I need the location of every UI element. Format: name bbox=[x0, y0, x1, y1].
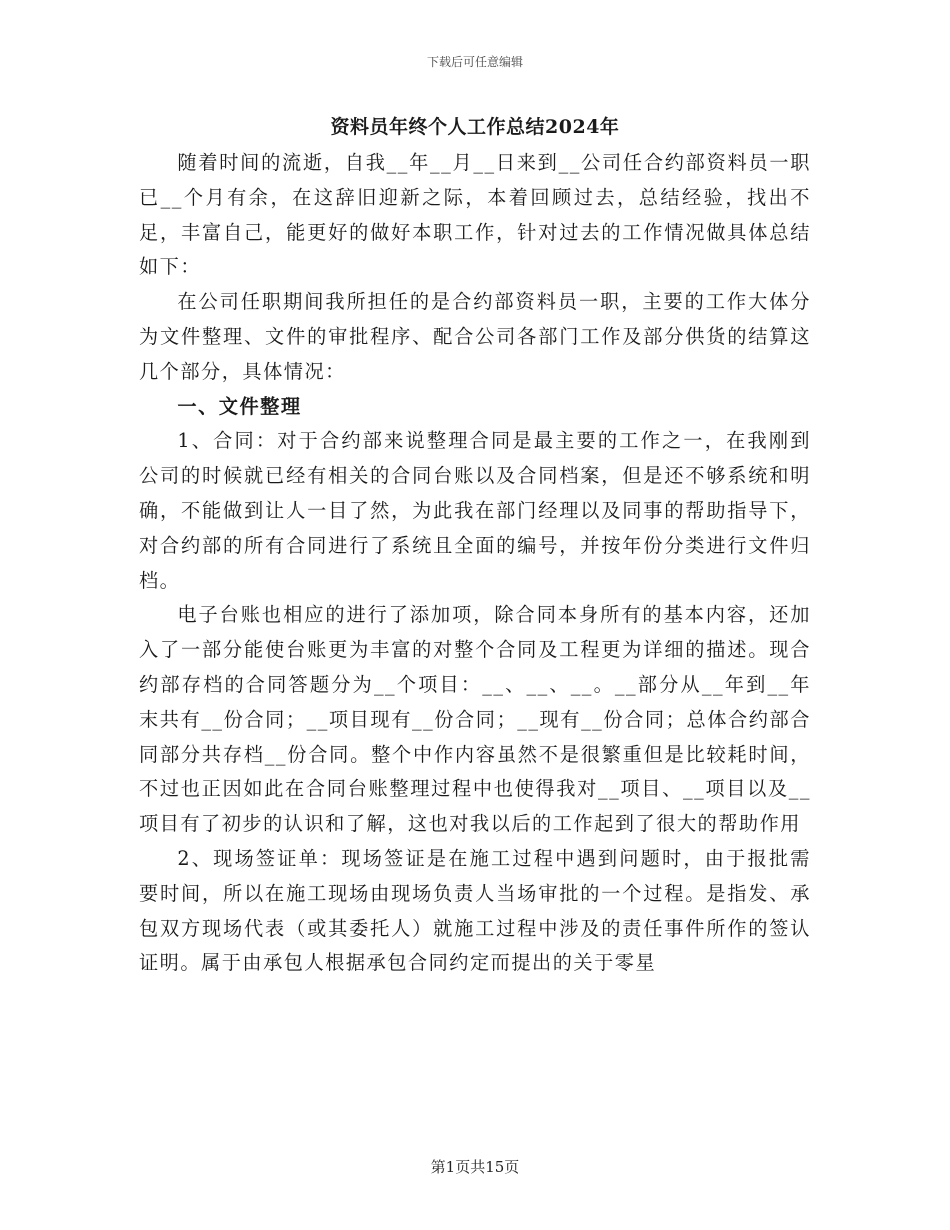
section-heading-file-organization: 一、文件整理 bbox=[177, 394, 302, 418]
paragraph-site-visa: 2、现场签证单：现场签证是在施工过程中遇到问题时，由于报批需要时间，所以在施工现场由现场负责人当场审批的一个过程。是指发、承包双方现场代表（或其委托人）就施工过程中涉及的责任事件所作的签认证明。属于由承包人根据承包合同约定而提出的关于零星 bbox=[139, 846, 811, 975]
page-footer-page-number: 第1页共15页 bbox=[430, 1158, 520, 1176]
page-header-note: 下载后可任意编辑 bbox=[426, 55, 523, 69]
paragraph-intro: 随着时间的流逝，自我__年__月__日来到__公司任合约部资料员一职已__个月有余，在这辞旧迎新之际，本着回顾过去，总结经验，找出不足，丰富自己，能更好的做好本职工作，针对过去的工作情况做具体总结如下： bbox=[139, 151, 811, 279]
paragraph-contracts: 1、合同：对于合约部来说整理合同是最主要的工作之一，在我刚到公司的时候就已经有相关的合同台账以及合同档案，但是还不够系统和明确，不能做到让人一目了然，为此我在部门经理以及同事的帮助指导下，对合约部的所有合同进行了系统且全面的编号，并按年份分类进行文件归档。 bbox=[139, 429, 811, 592]
document-body bbox=[139, 146, 811, 981]
document-title: 资料员年终个人工作总结2024年 bbox=[330, 116, 620, 138]
paragraph-duties: 在公司任职期间我所担任的是合约部资料员一职，主要的工作大体分为文件整理、文件的审批程序、配合公司各部门工作及部分供货的结算这几个部分，具体情况： bbox=[139, 290, 811, 383]
paragraph-electronic-ledger: 电子台账也相应的进行了添加项，除合同本身所有的基本内容，还加入了一部分能使台账更为丰富的对整个合同及工程更为详细的描述。现合约部存档的合同答题分为__个项目：__、__、__。__部分从__年到__年末共有__份合同；__项目现有__份合同；__现有__份合同；总体合约部合同部分共存档__份合同。整个中作内容虽然不是很繁重但是比较耗时间，不过也正因如此在合同台账整理过程中也使得我对__项目、__项目以及__项目有了初步的认识和了解，这也对我以后的工作起到了很大的帮助作用 bbox=[139, 603, 811, 836]
